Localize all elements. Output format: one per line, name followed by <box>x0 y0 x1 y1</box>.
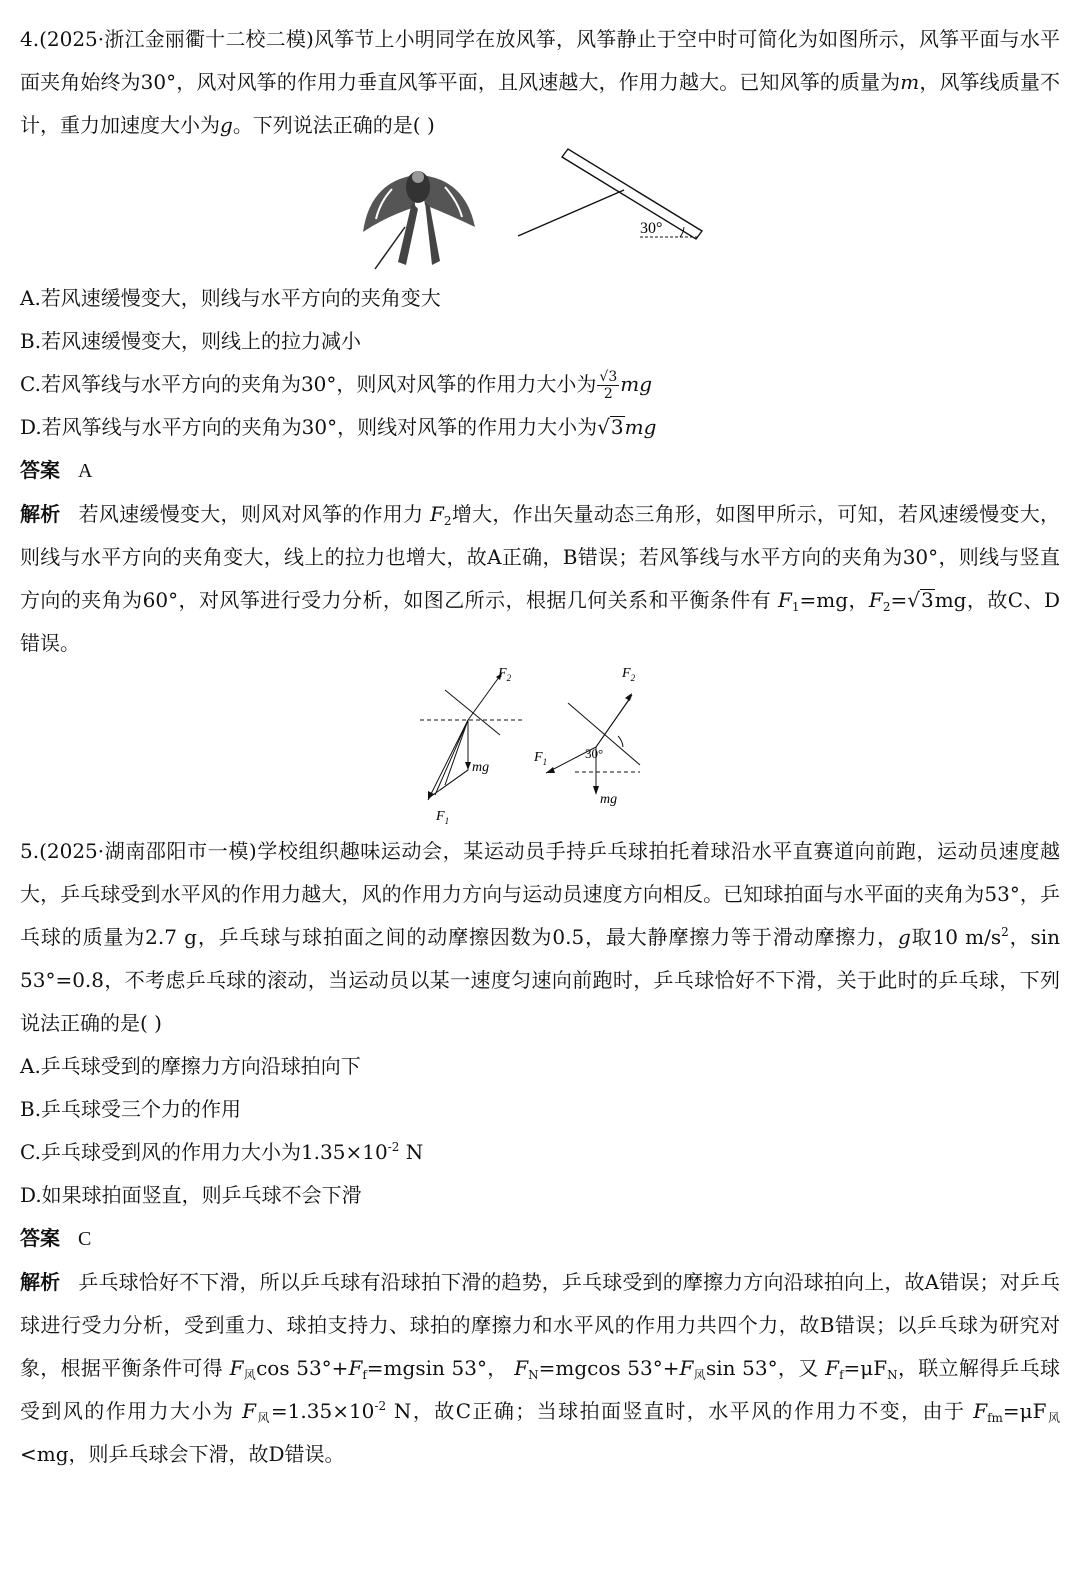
q5-stem: 5.(2025·湖南邵阳市一模)学校组织趣味运动会，某运动员手持乒乓球拍托着球沿水平直赛道向前跑，运动员速度越大，乒乓球受到水平风的作用力越大，风的作用力方向与运动员速度方向相反。已知球拍面与水平面的夹角为53°，乒乓球的质量为2.7 g，乒乓球与球拍面之间的动摩擦因数为0.5，最大静摩擦力等于滑动摩擦力，g取10 $m/s^2$，sin 53°=0.8，不考虑乒乓球的滚动，当运动员以某一速度匀速向前跑时，乒乓球恰好不下滑，关于此时的乒乓球，下列说法正确的是( ) <box>20 839 1061 1035</box>
q4-option-d: D.若风筝线与水平方向的夹角为30°，则线对风筝的作用力大小为√3mg <box>20 415 657 439</box>
page-content <box>20 18 1060 1476</box>
label-mg-jia: mg <box>472 760 490 775</box>
q5-answer: 答案 C <box>20 1226 92 1250</box>
q4-option-a: A.若风速缓慢变大，则线与水平方向的夹角变大 <box>20 286 441 310</box>
q4-answer: 答案 A <box>20 458 93 482</box>
fraction: $\frac{√3}{2}$ <box>599 369 618 402</box>
q4-option-c: C.若风筝线与水平方向的夹角为30°，则风对风筝的作用力大小为 $\frac{√3}{2}$ mg <box>20 369 653 402</box>
q5-analysis: 解析 乒乓球恰好不下滑，所以乒乓球有沿球拍下滑的趋势，乒乓球受到的摩擦力方向沿球拍向上，故A错误；对乒乓球进行受力分析，受到重力、球拍支持力、球拍的摩擦力和水平风的作用力共四个力，故B错误；以乒乓球为研究对象，根据平衡条件可得 $F_风\cos$ $53^\circ+F_f=mgsin$ 53°， $F_N=mgcos$ $53^\circ+F_风\sin$ 53°，又 $F_f=\mu F_N$，联立解得乒乓球受到风的作用力大小为 $F_风=1.35\times 10^{-2}$ N，故C正确；当球拍面竖直时，水平风的作用力不变，由于 $F_{fm}=\mu F_风<mg$，则乒乓球会下滑，故D错误。 <box>20 1270 1061 1466</box>
q5-option-a: A.乒乓球受到的摩擦力方向沿球拍向下 <box>20 1054 361 1078</box>
label-mg-yi: mg <box>600 792 618 807</box>
label-30-yi: 30° <box>585 746 604 761</box>
label-f1-jia: $F_1$ <box>436 809 450 826</box>
angle-label: 30° <box>640 220 663 237</box>
label-f1-yi: $F_1$ <box>534 750 548 767</box>
kite-plane-sketch <box>518 149 702 239</box>
figure-jia <box>420 666 525 830</box>
label-f2-yi: $F_2$ <box>622 666 636 683</box>
kite-illustration <box>363 171 475 269</box>
force-diagram-svg <box>20 665 1060 830</box>
q5-option-b: B.乒乓球受三个力的作用 <box>20 1097 242 1121</box>
q4-force-diagrams <box>20 665 1060 830</box>
kite-diagram <box>20 147 1060 277</box>
q4-option-b: B.若风速缓慢变大，则线上的拉力减小 <box>20 329 362 353</box>
label-f2-jia: $F_2$ <box>498 666 512 683</box>
q4-analysis: 解析 若风速缓慢变大，则风对风筝的作用力 $F_2$增大，作出矢量动态三角形，如图甲所示，可知，若风速缓慢变大，则线与水平方向的夹角变大，线上的拉力也增大，故A正确，B错误；若风筝线与水平方向的夹角为30°，则线与竖直方向的夹角为60°，对风筝进行受力分析，如图乙所示，根据几何关系和平衡条件有 $F_1=mg$，$F_2=√3mg$，故C、D错误。 <box>20 502 1061 655</box>
q4-figure <box>20 147 1060 277</box>
q5-option-c: C.乒乓球受到风的作用力大小为$1.35\times 10^{-2}$ N <box>20 1140 424 1164</box>
q4-stem: 4.(2025·浙江金丽衢十二校二模)风筝节上小明同学在放风筝，风筝静止于空中时可简化为如图所示，风筝平面与水平面夹角始终为30°，风对风筝的作用力垂直风筝平面，且风速越大，作用力越大。已知风筝的质量为m，风筝线质量不计，重力加速度大小为g。下列说法正确的是( ) <box>20 27 1060 137</box>
figure-yi <box>533 666 640 830</box>
q5-option-d: D.如果球拍面竖直，则乒乓球不会下滑 <box>20 1183 362 1207</box>
